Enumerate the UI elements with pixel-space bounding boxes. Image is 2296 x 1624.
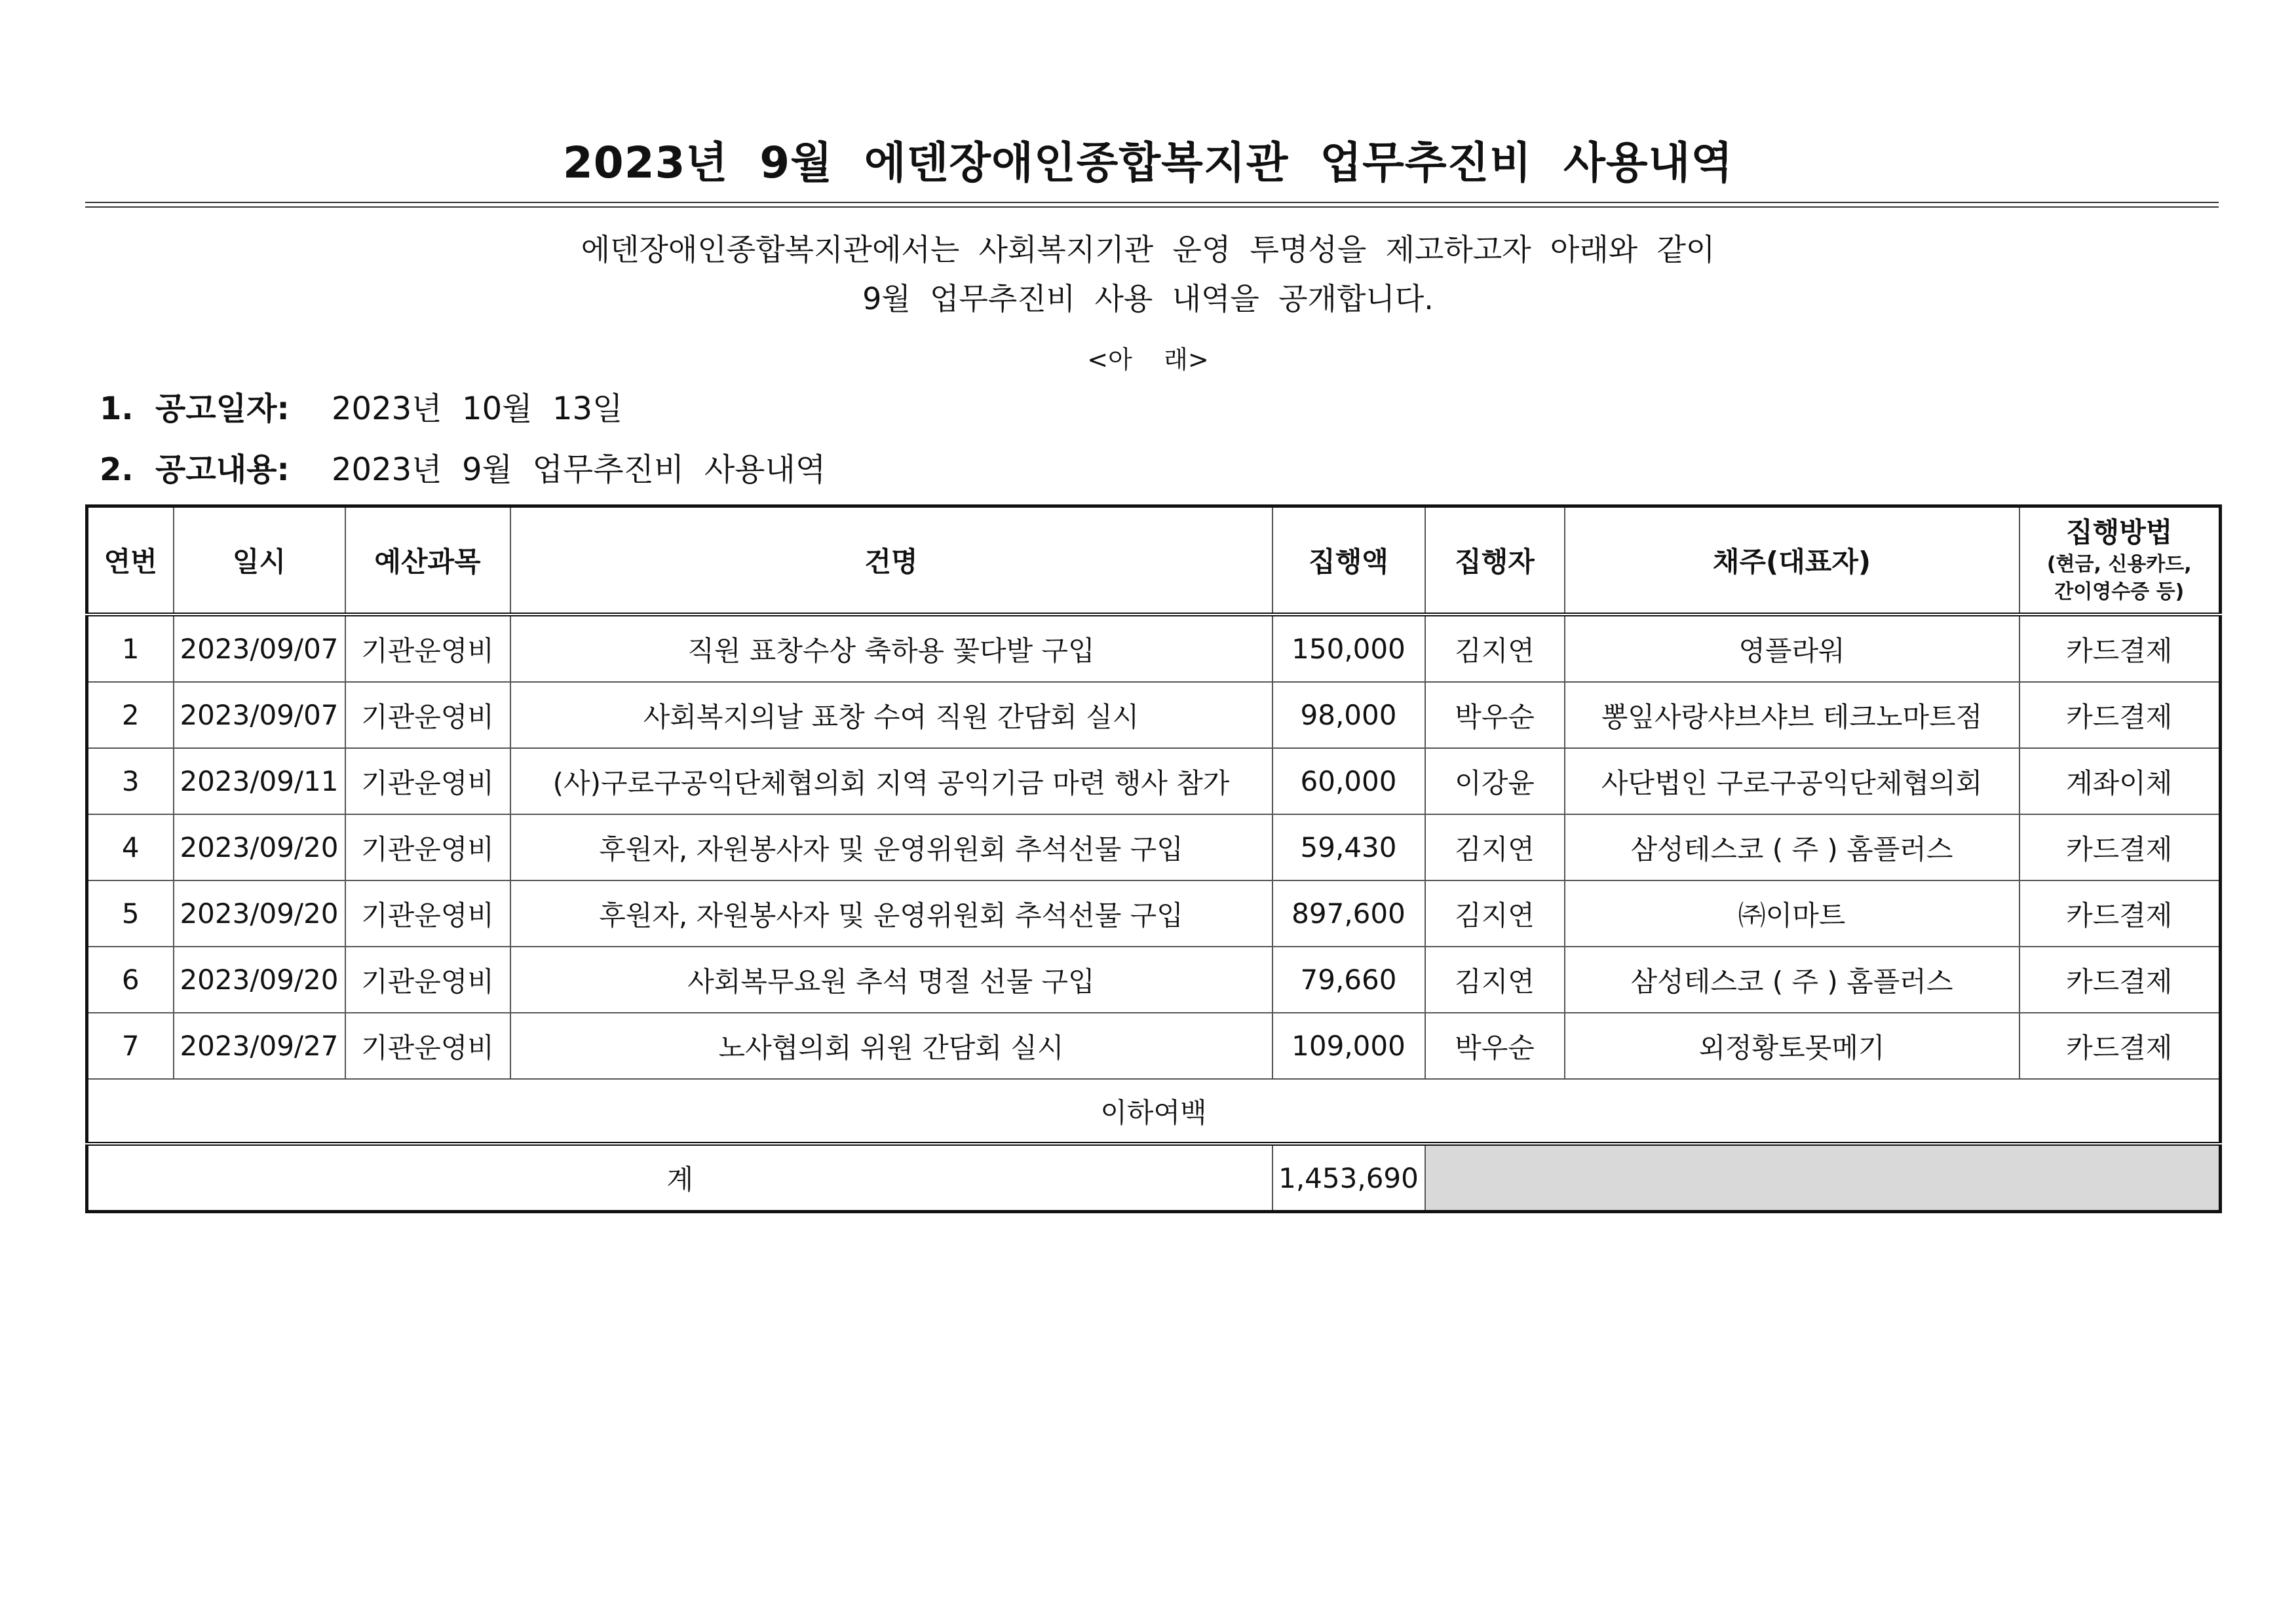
header-no: 연번 [87,506,174,615]
cell-creditor: 외정황토못메기 [1565,1013,2019,1079]
header-method [2019,506,2221,615]
cell-executor: 박우순 [1425,682,1565,748]
cell-date: 2023/09/07 [174,682,345,748]
cell-method: 카드결제 [2019,682,2221,748]
total-label: 계 [87,1144,1272,1212]
cell-subject: 사회복지의날 표창 수여 직원 간담회 실시 [510,682,1272,748]
cell-budget: 기관운영비 [345,1013,510,1079]
intro-line-1: 에덴장애인종합복지관에서는 사회복지기관 운영 투명성을 제고하고자 아래와 같이 [581,232,1715,267]
notice-heading: <아 래> [1087,345,1209,374]
cell-no: 5 [87,880,174,947]
total-amount: 1,453,690 [1272,1144,1425,1212]
cell-executor: 김지연 [1425,880,1565,947]
cell-budget: 기관운영비 [345,880,510,947]
cell-creditor: 삼성테스코 ( 주 ) 홈플러스 [1565,814,2019,880]
blank-note: 이하여백 [87,1079,2221,1144]
cell-executor: 박우순 [1425,1013,1565,1079]
cell-date: 2023/09/20 [174,947,345,1013]
cell-no: 1 [87,614,174,682]
cell-creditor: ㈜이마트 [1565,880,2019,947]
cell-amount: 150,000 [1272,614,1425,682]
cell-subject: 후원자, 자원봉사자 및 운영위원회 추석선물 구입 [510,880,1272,947]
cell-method: 카드결제 [2019,947,2221,1013]
cell-method: 카드결제 [2019,814,2221,880]
cell-no: 6 [87,947,174,1013]
cell-amount: 59,430 [1272,814,1425,880]
cell-subject: 후원자, 자원봉사자 및 운영위원회 추석선물 구입 [510,814,1272,880]
info-label: 1. 공고일자: [100,390,290,427]
table-row [87,947,2221,1013]
cell-date: 2023/09/27 [174,1013,345,1079]
cell-no: 2 [87,682,174,748]
document-title: 2023년 9월 에덴장애인종합복지관 업무추진비 사용내역 [562,138,1734,188]
cell-date: 2023/09/07 [174,614,345,682]
cell-no: 3 [87,748,174,814]
cell-creditor: 삼성테스코 ( 주 ) 홈플러스 [1565,947,2019,1013]
cell-budget: 기관운영비 [345,814,510,880]
header-date: 일시 [174,506,345,615]
header-method-title: 집행방법 [2066,516,2173,548]
cell-amount: 897,600 [1272,880,1425,947]
intro-line-2: 9월 업무추진비 사용 내역을 공개합니다. [862,281,1434,316]
table-row [87,748,2221,814]
cell-subject: 직원 표창수상 축하용 꽃다발 구입 [510,614,1272,682]
table-row [87,1013,2221,1079]
info-value: 2023년 9월 업무추진비 사용내역 [332,451,826,488]
info-value: 2023년 10월 13일 [332,390,623,427]
cell-no: 7 [87,1013,174,1079]
header-method-sub1: (현금, 신용카드, [2046,553,2192,576]
cell-creditor: 영플라워 [1565,614,2019,682]
cell-executor: 김지연 [1425,814,1565,880]
cell-budget: 기관운영비 [345,614,510,682]
cell-date: 2023/09/11 [174,748,345,814]
cell-method: 카드결제 [2019,1013,2221,1079]
total-empty-shaded-cell [1425,1144,2221,1212]
header-budget: 예산과목 [345,506,510,615]
cell-method: 카드결제 [2019,880,2221,947]
expense-table [85,504,2222,1213]
cell-budget: 기관운영비 [345,682,510,748]
info-label: 2. 공고내용: [100,451,290,488]
total-row [87,1144,2221,1212]
table-row [87,880,2221,947]
cell-no: 4 [87,814,174,880]
header-subject: 건명 [510,506,1272,615]
header-method-sub2: 간이영수증 등) [2054,580,2185,603]
table-row [87,814,2221,880]
cell-subject: 노사협의회 위원 간담회 실시 [510,1013,1272,1079]
title-divider [85,202,2219,208]
info-announcement-content [100,444,826,489]
cell-method: 카드결제 [2019,614,2221,682]
cell-creditor: 뽕잎사랑샤브샤브 테크노마트점 [1565,682,2019,748]
table-header-row [87,506,2221,615]
cell-date: 2023/09/20 [174,880,345,947]
header-amount: 집행액 [1272,506,1425,615]
cell-amount: 109,000 [1272,1013,1425,1079]
cell-executor: 김지연 [1425,947,1565,1013]
table-row [87,614,2221,682]
cell-creditor: 사단법인 구로구공익단체협의회 [1565,748,2019,814]
blank-note-row [87,1079,2221,1144]
cell-amount: 79,660 [1272,947,1425,1013]
cell-amount: 98,000 [1272,682,1425,748]
header-executor: 집행자 [1425,506,1565,615]
table-row [87,682,2221,748]
info-announcement-date [100,383,622,428]
cell-amount: 60,000 [1272,748,1425,814]
cell-budget: 기관운영비 [345,947,510,1013]
cell-date: 2023/09/20 [174,814,345,880]
cell-method: 계좌이체 [2019,748,2221,814]
cell-executor: 이강윤 [1425,748,1565,814]
cell-subject: 사회복무요원 추석 명절 선물 구입 [510,947,1272,1013]
header-creditor: 채주(대표자) [1565,506,2019,615]
cell-budget: 기관운영비 [345,748,510,814]
cell-subject: (사)구로구공익단체협의회 지역 공익기금 마련 행사 참가 [510,748,1272,814]
cell-executor: 김지연 [1425,614,1565,682]
